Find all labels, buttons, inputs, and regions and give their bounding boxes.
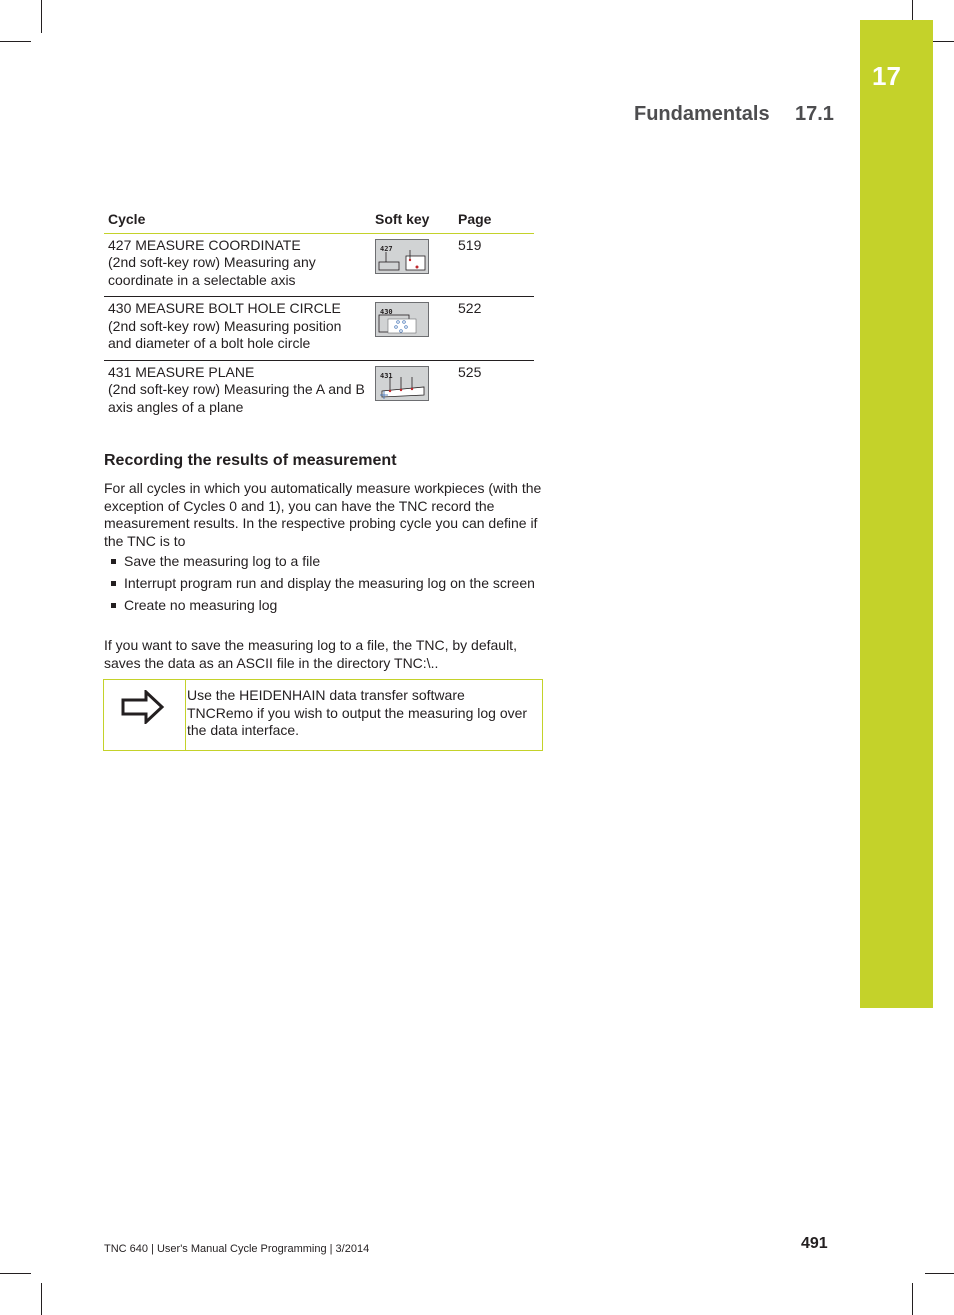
page-cell: 519 — [454, 233, 534, 297]
page-cell: 522 — [454, 297, 534, 361]
page-cell: 525 — [458, 363, 482, 380]
softkey-430-icon[interactable] — [375, 302, 429, 337]
softkey-label: 427 — [380, 244, 393, 253]
probe-coordinate-icon — [376, 240, 428, 273]
crop-mark — [0, 41, 31, 42]
table-header-row — [104, 208, 534, 233]
list-item-text: Save the measuring log to a file — [124, 553, 321, 569]
softkey-cell — [371, 233, 454, 297]
list-item-text: Interrupt program run and display the measuring log on the screen — [124, 575, 535, 591]
note-divider — [185, 680, 186, 750]
list-item-text: Create no measuring log — [124, 597, 278, 613]
crop-mark — [912, 1283, 913, 1315]
column-header-softkey: Soft key — [371, 208, 454, 233]
bullet-icon — [111, 559, 116, 564]
column-header-cycle: Cycle — [104, 208, 371, 233]
footer-text: TNC 640 | User's Manual Cycle Programming | 3/2014 — [104, 1243, 370, 1255]
page-number: 491 — [801, 1235, 828, 1252]
arrow-right-icon — [121, 690, 165, 724]
softkey-427-icon[interactable] — [375, 239, 429, 274]
softkey-label: 431 — [380, 371, 393, 380]
cycle-cell — [104, 233, 371, 297]
crop-mark — [925, 1273, 954, 1274]
bullet-icon — [111, 581, 116, 586]
cycle-description: (2nd soft-key row) Measuring position and diameter of a bolt hole circle — [108, 317, 342, 351]
list-item — [104, 597, 544, 615]
crop-mark — [912, 0, 913, 20]
table-row — [104, 233, 534, 297]
softkey-label: 430 — [380, 308, 393, 316]
softkey-431-icon[interactable] — [375, 366, 429, 401]
cycle-table — [104, 208, 534, 423]
cycle-cell — [104, 360, 371, 423]
page-title: Fundamentals — [634, 103, 770, 125]
chapter-tab — [860, 20, 933, 1008]
crop-mark — [41, 1283, 42, 1315]
table-row — [104, 297, 534, 361]
option-list — [104, 553, 544, 619]
cycle-description: (2nd soft-key row) Measuring the A and B axis angles of a plane — [108, 381, 365, 415]
chapter-number: 17 — [872, 61, 901, 91]
crop-mark — [0, 1273, 31, 1274]
bolt-hole-circle-icon — [376, 303, 428, 336]
intro-paragraph: For all cycles in which you automatically measure workpieces (with the exception of Cycles 0 and 1), you can have the TNC record the measurement results. In the respective probing cycle you can define if the TNC is to — [104, 480, 542, 549]
list-item — [104, 553, 544, 571]
cycle-title: 430 MEASURE BOLT HOLE CIRCLE — [108, 300, 341, 316]
note-text: Use the HEIDENHAIN data transfer software TNCRemo if you wish to output the measuring log over the data interface. — [187, 687, 528, 738]
column-header-page: Page — [454, 208, 534, 233]
note-box — [103, 679, 543, 751]
after-paragraph: If you want to save the measuring log to a file, the TNC, by default, saves the data as an ASCII file in the directory TNC:\.. — [104, 637, 517, 671]
list-item — [104, 575, 544, 593]
measure-plane-icon — [376, 367, 428, 400]
section-heading: Recording the results of measurement — [104, 452, 397, 469]
softkey-cell — [371, 360, 454, 423]
crop-mark — [933, 41, 954, 42]
softkey-cell — [371, 297, 454, 361]
cycle-title: 431 MEASURE PLANE — [108, 363, 255, 380]
bullet-icon — [111, 603, 116, 608]
cycle-title: 427 MEASURE COORDINATE — [108, 236, 301, 253]
table-row — [104, 360, 534, 423]
cycle-description: (2nd soft-key row) Measuring any coordinate in a selectable axis — [108, 254, 316, 288]
crop-mark — [41, 0, 42, 33]
cycle-cell — [104, 297, 371, 361]
section-number: 17.1 — [795, 103, 834, 125]
